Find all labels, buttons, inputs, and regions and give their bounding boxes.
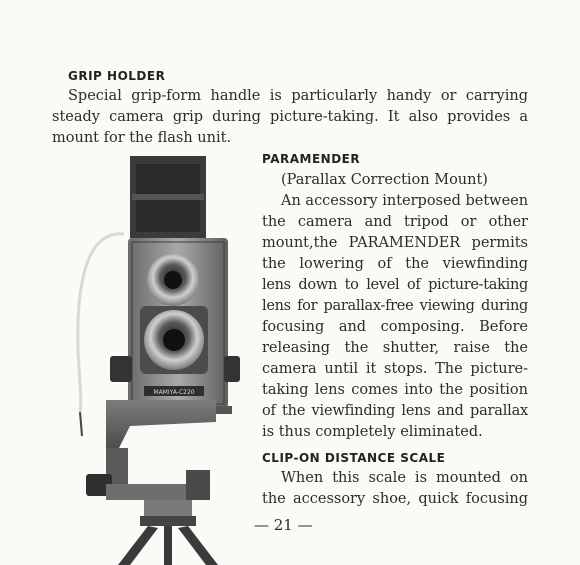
paramender-line: releasing the shutter, raise the: [262, 340, 528, 356]
paramender-line: focusing and composing. Before: [262, 319, 528, 335]
focus-knob: [110, 356, 132, 382]
paramender-line: mount,the PARAMENDER permits: [262, 235, 528, 251]
paramender-heading: PARAMENDER: [262, 152, 361, 166]
paramender-line: camera until it stops. The picture-: [262, 361, 528, 377]
grip-holder-line: Special grip-form handle is particularly handy or carrying: [68, 88, 528, 104]
page-number: — 21 —: [254, 516, 313, 534]
paramender-arm: [106, 400, 216, 450]
grip-holder-line: mount for the flash unit.: [52, 130, 232, 146]
camera-on-paramender-photo: [48, 150, 258, 565]
clip-on-line: the accessory shoe, quick focusing: [262, 491, 528, 507]
paramender-line: taking lens comes into the position: [262, 382, 528, 398]
grip-holder-line: steady camera grip during picture-taking. It also provides a: [52, 109, 528, 125]
paramender-line: of the viewfinding lens and parallax: [262, 403, 528, 419]
clip-on-body: [262, 468, 528, 510]
clip-on-line: When this scale is mounted on: [281, 470, 528, 486]
paramender-body: [262, 191, 528, 443]
paramender-line: the lowering of the viewfinding: [262, 256, 528, 272]
camera-nameplate: MAMIYA-C220: [153, 389, 195, 396]
clip-on-heading: CLIP-ON DISTANCE SCALE: [262, 451, 446, 465]
paramender-line: lens for parallax-free viewing during: [262, 298, 528, 314]
tripod-head: [144, 500, 192, 518]
grip-holder-heading: GRIP HOLDER: [68, 69, 166, 83]
grip-holder-body: [52, 86, 528, 149]
paramender-line: An accessory interposed between: [281, 193, 528, 209]
paramender-line: is thus completely eliminated.: [262, 424, 483, 440]
cable-release: [78, 234, 124, 412]
paramender-line: the camera and tripod or other: [262, 214, 528, 230]
paramender-line: lens down to level of picture-taking: [262, 277, 528, 293]
paramender-subtitle: (Parallax Correction Mount): [281, 172, 488, 188]
